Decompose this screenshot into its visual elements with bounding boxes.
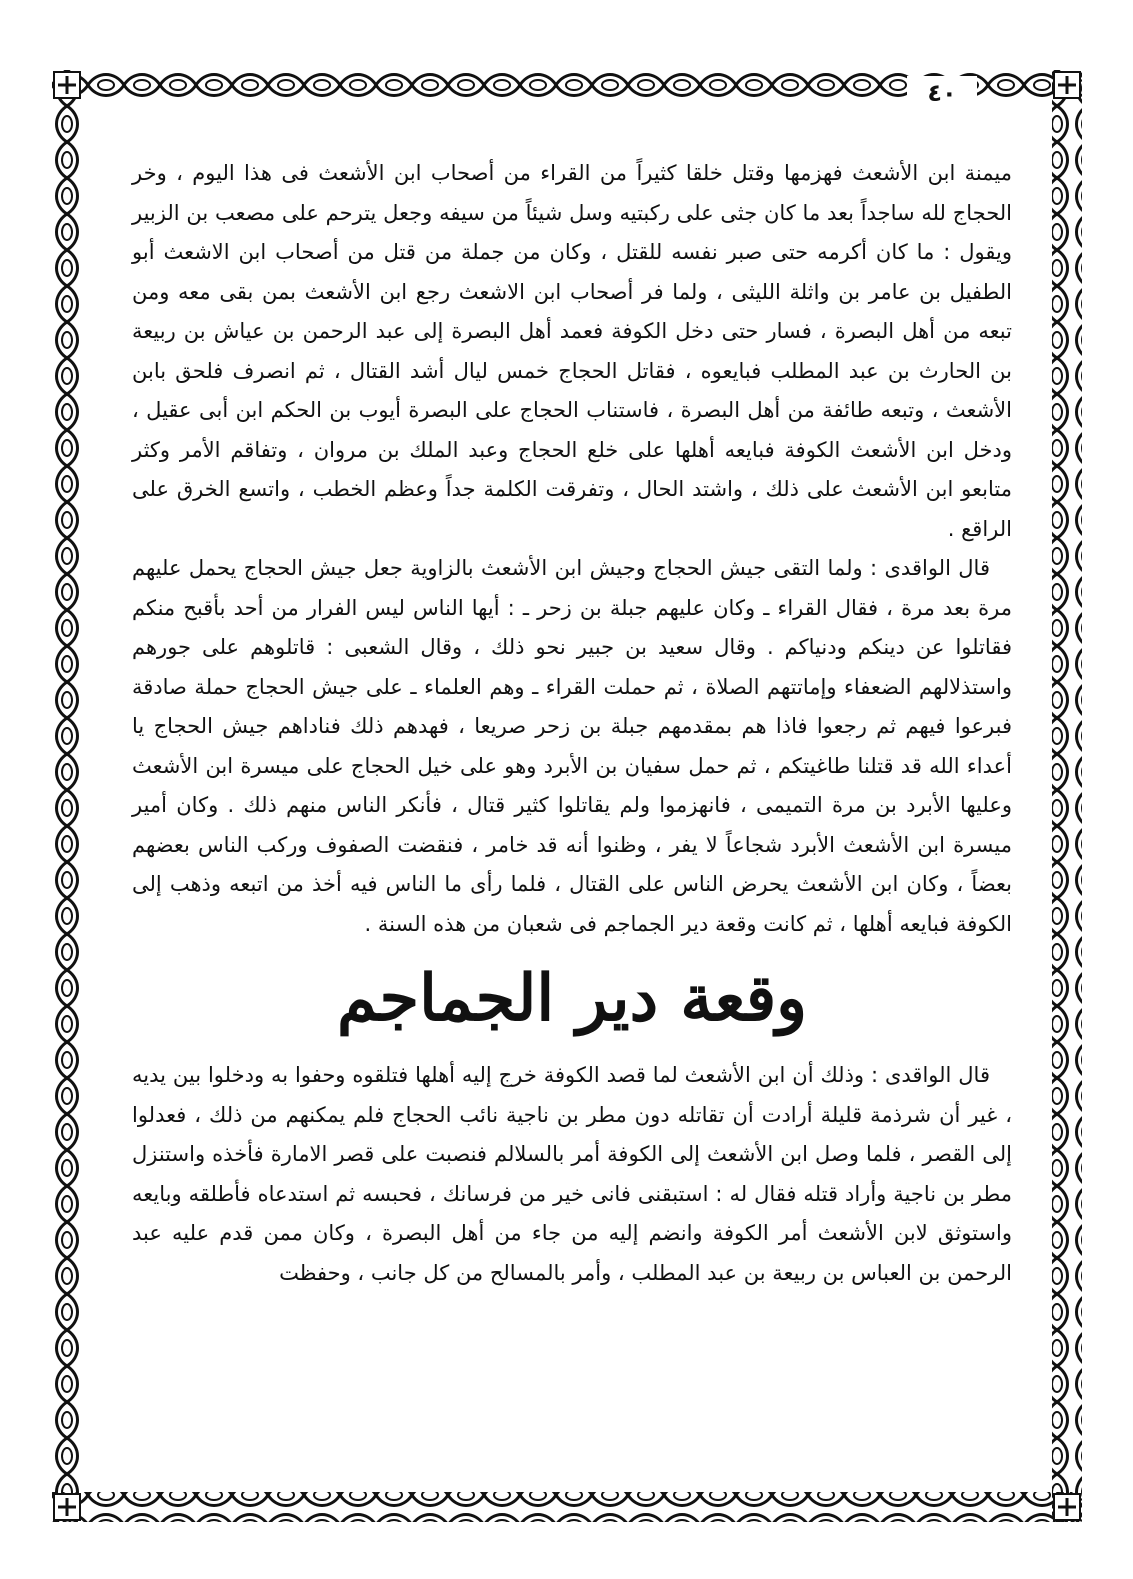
paragraph-1: ميمنة ابن الأشعث فهزمها وقتل خلقا كثيراً من القراء من أصحاب ابن الأشعث فى هذا اليوم ، وخر الحجاج لله ساجداً بعد ما كان جثى على ركبتيه وسل شيئاً من سيفه وجعل يترحم على مصعب بن الزبير ويقول : ما كان أكرمه حتى صبر نفسه للقتل ، وكان من جملة من قتل من أصحاب ابن الاشعث أبو الطفيل بن عامر بن واثلة الليثى ، ولما فر أصحاب ابن الاشعث رجع ابن الأشعث بمن بقى معه ومن تبعه من أهل البصرة ، فسار حتى دخل الكوفة فعمد أهل البصرة إلى عبد الرحمن بن عياش بن ربيعة بن الحارث بن عبد المطلب فبايعوه ، فقاتل الحجاج خمس ليال أشد القتال ، ثم انصرف فلحق بابن الأشعث ، وتبعه طائفة من أهل البصرة ، فاستناب الحجاج على البصرة أيوب بن الحكم ابن أبى عقيل ، ودخل ابن الأشعث الكوفة فبايعه أهلها على خلع الحجاج وعبد الملك بن مروان ، وتفاقم الأمر وكثر متابعو ابن الأشعث على ذلك ، واشتد الحال ، وتفرقت الكلمة جداً وعظم الخطب ، واتسع الخرق على الراقع . bbox=[132, 161, 1012, 541]
page-number: ٤٠ bbox=[907, 76, 977, 110]
paragraph-2: قال الواقدى : ولما التقى جيش الحجاج وجيش ابن الأشعث بالزاوية جعل جيش الحجاج يحمل عليهم مرة بعد مرة ، فقال القراء ـ وكان عليهم جبلة بن زحر ـ : أيها الناس ليس الفرار من أحد بأقبح منكم فقاتلوا عن دينكم ودنياكم . وقال سعيد بن جبير نحو ذلك ، وقال الشعبى : قاتلوهم على جورهم واستذلالهم الضعفاء وإماتتهم الصلاة ، ثم حملت القراء ـ وهم العلماء ـ على جيش الحجاج حملة صادقة فبرعوا فيهم ثم رجعوا فاذا هم بمقدمهم جبلة بن زحر صريعا ، فهدهم ذلك فناداهم جيش الحجاج يا أعداء الله قد قتلنا طاغيتكم ، ثم حمل سفيان بن الأبرد وهو على خيل الحجاج على ميسرة ابن الأشعث وعليها الأبرد بن مرة التميمى ، فانهزموا ولم يقاتلوا كثير قتال ، فأنكر الناس منهم ذلك . وكان أمير ميسرة ابن الأشعث الأبرد شجاعاً لا يفر ، وظنوا أنه قد خامر ، فنقضت الصفوف وركب الناس بعضهم بعضاً ، وكان ابن الأشعث يحرض الناس على القتال ، فلما رأى ما الناس فيه أخذ من اتبعه وذهب إلى الكوفة فبايعه أهلها ، ثم كانت وقعة دير الجماجم فى شعبان من هذه السنة . bbox=[132, 556, 1012, 936]
page-body bbox=[132, 154, 1012, 1502]
section-heading: وقعة دير الجماجم bbox=[336, 961, 808, 1036]
page-frame bbox=[52, 70, 1082, 1522]
paragraph-3: قال الواقدى : وذلك أن ابن الأشعث لما قصد الكوفة خرج إليه أهلها فتلقوه وحفوا به ودخلوا بين يديه ، غير أن شرذمة قليلة أرادت أن تقاتله دون مطر بن ناجية نائب الحجاج فلم يمكنهم من ذلك ، فعدلوا إلى القصر ، فلما وصل ابن الأشعث إلى الكوفة أمر بالسلالم فنصبت على قصر الامارة فأخذه واستنزل مطر بن ناجية وأراد قتله فقال له : استبقنى فانى خير من فرسانك ، فحبسه ثم استدعاه فأطلقه وبايعه واستوثق لابن الأشعث أمر الكوفة وانضم إليه من جاء من أهل البصرة ، وكان ممن قدم عليه عبد الرحمن بن العباس بن ربيعة بن عبد المطلب ، وأمر بالمسالح من كل جانب ، وحفظت bbox=[132, 1063, 1012, 1285]
